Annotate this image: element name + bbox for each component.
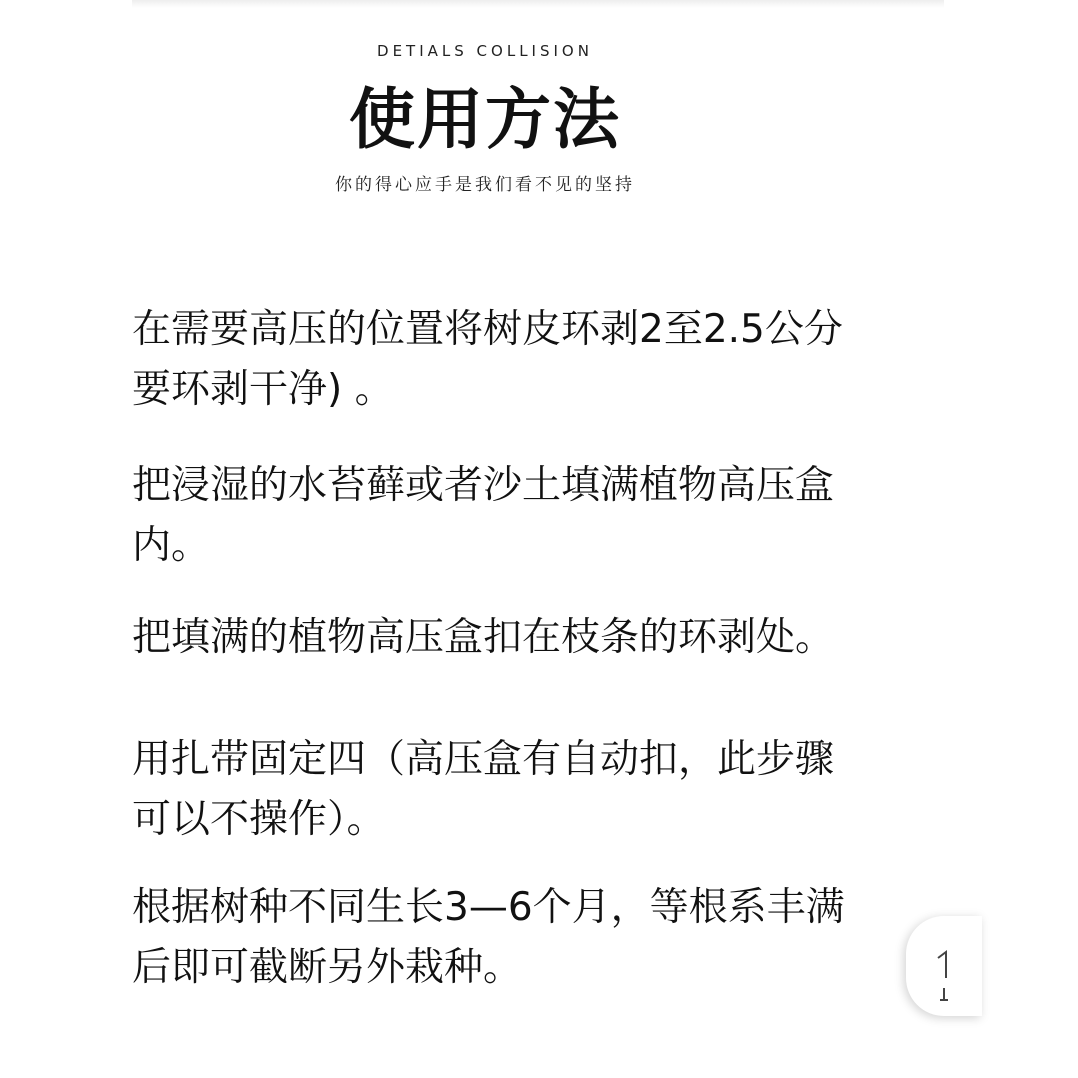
step-5-line-2: 后即可截断另外栽种。: [132, 945, 523, 990]
step-4-line-1: 用扎带固定四（高压盒有自动扣，此步骤: [132, 737, 835, 782]
step-3-line-1: 把填满的植物高压盒扣在枝条的环剥处。: [132, 615, 835, 660]
page-title: 使用方法: [349, 81, 621, 158]
step-1-line-1: 在需要高压的位置将树皮环剥2至2.5公分: [132, 307, 843, 352]
step-4: [132, 730, 944, 850]
instructions-content: [132, 300, 944, 1000]
step-1-line-2: 要环剥干净) 。: [132, 367, 394, 412]
scroll-handle-button[interactable]: [906, 916, 982, 1016]
page-subtitle: 你的得心应手是我们看不见的坚持: [335, 175, 635, 195]
step-3: [132, 608, 944, 668]
scroll-handle-icon: [934, 948, 954, 1013]
step-4-line-2: 可以不操作）。: [132, 797, 386, 842]
eyebrow-text: DETIALS COLLISION: [377, 42, 593, 60]
step-5-line-1: 根据树种不同生长3—6个月，等根系丰满: [132, 885, 845, 930]
step-2-line-1: 把浸湿的水苔藓或者沙土填满植物高压盒: [132, 463, 835, 508]
step-2: [132, 456, 944, 576]
top-edge: [132, 0, 944, 8]
step-5: [132, 878, 944, 998]
step-2-line-2: 内。: [132, 523, 211, 568]
left-margin: [0, 0, 132, 1078]
step-1: [132, 300, 944, 420]
